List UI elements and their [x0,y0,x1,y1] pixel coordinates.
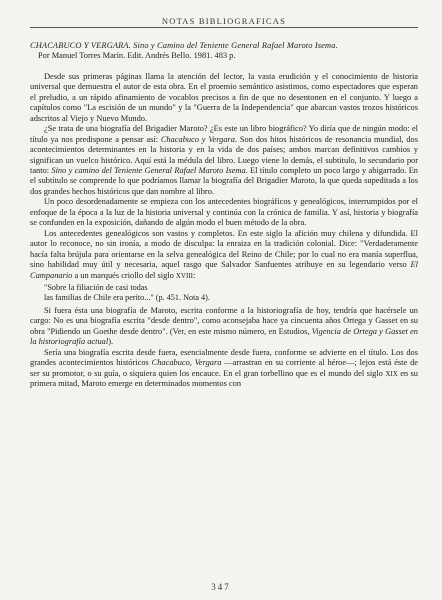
paragraph-2-italic-2: Sino y camino del Teniente General Rafael Maroto Isema [51,165,246,175]
book-title: CHACABUCO Y VERGARA. [30,41,131,50]
running-header: NOTAS BIBLIOGRAFICAS [161,16,287,26]
review-body [30,41,418,390]
quote-line-1: "Sobre la filiación de casi todas [44,282,148,292]
paragraph-2 [30,124,418,197]
page-number: 347 [211,582,231,592]
paragraph-4-text-a: Los antecedentes genealógicos son vastos y completos. En este siglo la afición muy chilena y difundida. El autor lo reconoce, no sin ironía, a modo de disculpa: la enraiza en la tradición colonial. Dice: "Verdaderamente hacía falta brújula para orientarse en la selva genealógica del Reino de Chile; por lo cual no era manía superflua, sino habilidad muy útil y necesaria, aquel rasgo que Salvador Sanfuentes atribuye en su legendario verso [30,228,418,270]
paragraph-2-text-a: ¿Se trata de una biografía del Brigadier Maroto? ¿Es este un libro biográfico? Yo diría que de ningún modo: el título ya nos predispone a pensar así: [30,124,418,144]
paragraph-2-italic-1: Chacabuco y Vergara [160,134,235,144]
paragraph-6-text-b: —arrastran en su corriente al héroe—; lejos está éste de ser su promotor, o su guía, o siquiera quien los encauce. En el gran torbellino que es el mundo del siglo [30,358,418,378]
book-details: Por Manuel Torres Marín. Edit. Andrés Bello. 1981. 483 p. [38,51,236,61]
paragraph-5-italic: Vigencia de Ortega y Gasset en la historiografía actual [30,326,418,347]
reference-title-line [30,41,338,50]
book-subtitle: Sino y Camino del Teniente General Rafael Maroto Isema. [133,41,338,50]
paragraph-4-text-b: a un marqués criollo del siglo [72,270,176,280]
block-quote [30,283,418,304]
quote-line-2-wrap [44,293,418,303]
quote-citation: (p. 451. Nota 4). [153,293,210,303]
quote-line-2: las familias de Chile era perito..." [44,293,154,303]
paragraph-6-text-a: Sería una biografía escrita desde fuera, esencialmente desde fuera, conforme se advierte en el título. Los dos grandes acontecimientos históricos [30,347,418,368]
paragraph-5-text-b: ). [108,337,114,347]
paragraph-4-century: XVIII [175,271,193,280]
paragraph-6-text-c: en su primera mitad, Maroto emerge en determinados momentos con [30,368,418,389]
paragraph-6 [30,348,418,390]
paragraph-5-text-a: Si fuera ésta una biografía de Maroto, escrita conforme a la historiografía de hoy, tendría que hacérsele un cargo: No es una biografía escrita "desde dentro", como aconsejaba hace ya cincuenta años Ortega y Gasset en su obra "Pidiendo un Goethe desde dentro". (Ver, en este mismo número, en Estudios, [30,305,418,336]
paragraph-4 [30,229,418,281]
paragraph-5 [30,306,418,348]
paragraph-4-italic: El Campanario [30,260,418,280]
book-reference [30,41,418,62]
paragraph-3: Un poco desordenadamente se empieza con los antecedentes biográficos y genealógicos, interrumpidos por el enfoque de la época a la luz de la historia universal y continúa con la crónica de familia. Y así, historia y biografía se confunden en la exposición, dañando de algún modo el buen método de la obra. [30,197,418,228]
paragraph-1: Desde sus primeras páginas llama la atención del lector, la vasta erudición y el conocimiento de historia universal que demuestra el autor de esta obra. En el proemio semántico asistimos, como espectadores que esperan el preludio, a un rápido afinamiento de vocablos precisos a fin de que no desentonen en el conjunto. Y luego a capítulos como "La escisión de un mundo" y la "Guerra de la Independencia" que abarcan vastos trozos históricos adscritos al Viejo y Nuevo Mundo. [30,71,418,123]
paragraph-2-text-b: . Son dos hitos históricos de resonancia mundial, dos acontecimientos determinantes en la historia y en la vida de dos países; ambos marcan definitivos cambios y significan un vuelco histórico. Aquí está la médula del libro. Luego viene lo demás, el subtítulo, lo secundario por tanto: [30,134,418,175]
header-rule [30,27,418,28]
paragraph-4-text-c: : [192,270,196,280]
paragraph-6-italic: Chacabuco, Vergara [151,358,222,368]
paragraph-6-century: XIX [385,369,398,378]
paragraph-2-text-c: . El título completo un poco largo y abigarrado. En el subtítulo se comprende lo que podríamos llamar la biografía del Brigadier Maroto, la que queda supeditada a los dos grandes hechos históricos que dan nombre al libro. [30,165,418,196]
